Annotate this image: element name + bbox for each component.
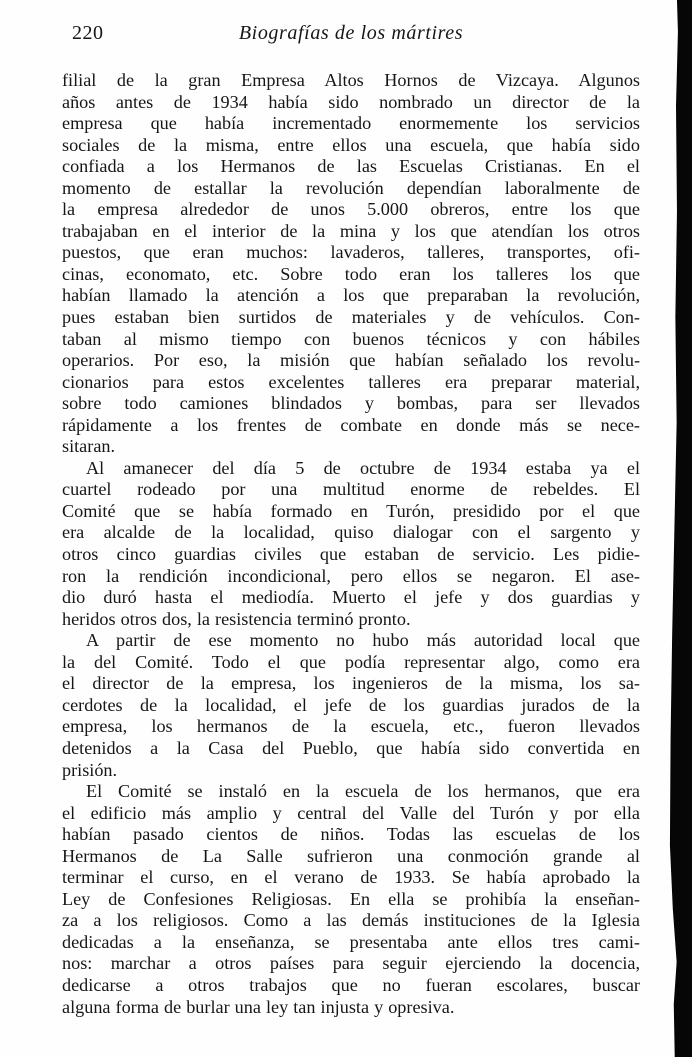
text-line: filial de la gran Empresa Altos Hornos de Vizcaya. Algunos (62, 70, 640, 90)
text-line: años antes de 1934 había sido nombrado un director de la (62, 91, 640, 112)
text-line: momento de estallar la revolución dependían laboralmente de (62, 177, 640, 198)
text-line: detenidos a la Casa del Pueblo, que había sido convertida en (62, 737, 640, 758)
text-line: heridos otros dos, la resistencia terminó pronto. (62, 608, 411, 629)
text-line: dedicarse a otros trabajos que no fueran escolares, buscar (62, 974, 640, 995)
text-line: habían pasado cientos de niños. Todas las escuelas de los (62, 824, 640, 845)
text-line: era alcalde de la localidad, quiso dialogar con el sargento y (62, 522, 640, 543)
text-line: confiada a los Hermanos de las Escuelas Cristianas. En el (62, 156, 640, 177)
text-line: el edificio más amplio y central del Valle del Turón y por ella (62, 802, 640, 823)
running-head (62, 22, 640, 48)
page-number: 220 (72, 22, 104, 44)
text-line: cerdotes de la localidad, el jefe de los guardias jurados de la (62, 694, 640, 715)
text-line: Ley de Confesiones Religiosas. En ella se prohibía la enseñan- (62, 888, 640, 909)
text-line: empresa, los hermanos de la escuela, etc., fueron llevados (62, 716, 640, 737)
text-line: pues estaban bien surtidos de materiales y de vehículos. Con- (62, 307, 640, 328)
text-line: A partir de ese momento no hubo más autoridad local que (86, 630, 640, 651)
text-line: El Comité se instaló en la escuela de los hermanos, que era (86, 781, 640, 802)
text-line: za a los religiosos. Como a las demás instituciones de la Iglesia (62, 910, 640, 931)
text-line: cionarios para estos excelentes talleres era preparar material, (62, 371, 640, 392)
text-line: sitaran. (62, 436, 116, 457)
text-line: empresa que había incrementado enormemente los servicios (62, 113, 640, 134)
text-line: habían llamado la atención a los que preparaban la revolución, (62, 285, 640, 306)
text-line: dio duró hasta el mediodía. Muerto el jefe y dos guardias y (62, 587, 640, 608)
text-line: trabajaban en el interior de la mina y los que atendían los otros (62, 220, 640, 241)
text-line: la del Comité. Todo el que podía representar algo, como era (62, 651, 640, 672)
text-line: Hermanos de La Salle sufrieron una conmoción grande al (62, 845, 640, 866)
text-line: terminar el curso, en el verano de 1933. Se había aprobado la (62, 867, 640, 888)
text-line: operarios. Por eso, la misión que habían señalado los revolu- (62, 350, 640, 371)
text-line: la empresa alrededor de unos 5.000 obreros, entre los que (62, 199, 640, 220)
text-line: prisión. (62, 759, 118, 780)
text-line: Al amanecer del día 5 de octubre de 1934 estaba ya el (86, 457, 640, 478)
text-line: rápidamente a los frentes de combate en donde más se nece- (62, 414, 640, 435)
text-line: taban al mismo tiempo con buenos técnicos y con hábiles (62, 328, 640, 349)
text-line: nos: marchar a otros países para seguir ejerciendo la docencia, (62, 953, 640, 974)
body-text (62, 70, 640, 1018)
text-line: cinas, economato, etc. Sobre todo eran los talleres los que (62, 263, 640, 284)
text-line: cuartel rodeado por una multitud enorme de rebeldes. El (62, 479, 640, 500)
running-title: Biografías de los mártires (238, 22, 464, 44)
text-line: otros cinco guardias civiles que estaban de servicio. Les pidie- (62, 544, 640, 565)
text-line: alguna forma de burlar una ley tan injusta y opresiva. (62, 996, 455, 1017)
text-line: puestos, que eran muchos: lavaderos, talleres, transportes, ofi- (62, 242, 640, 263)
text-line: Comité que se había formado en Turón, presidido por el que (62, 500, 640, 521)
text-line: sociales de la misma, entre ellos una escuela, que había sido (62, 134, 640, 155)
text-line: ron la rendición incondicional, pero ellos se negaron. El ase- (62, 565, 640, 586)
book-binding-shadow (660, 0, 692, 1057)
text-line: dedicadas a la enseñanza, se presentaba ante ellos tres cami- (62, 931, 640, 952)
text-line: el director de la empresa, los ingenieros de la misma, los sa- (62, 673, 640, 694)
text-line: sobre todo camiones blindados y bombas, para ser llevados (62, 393, 640, 414)
